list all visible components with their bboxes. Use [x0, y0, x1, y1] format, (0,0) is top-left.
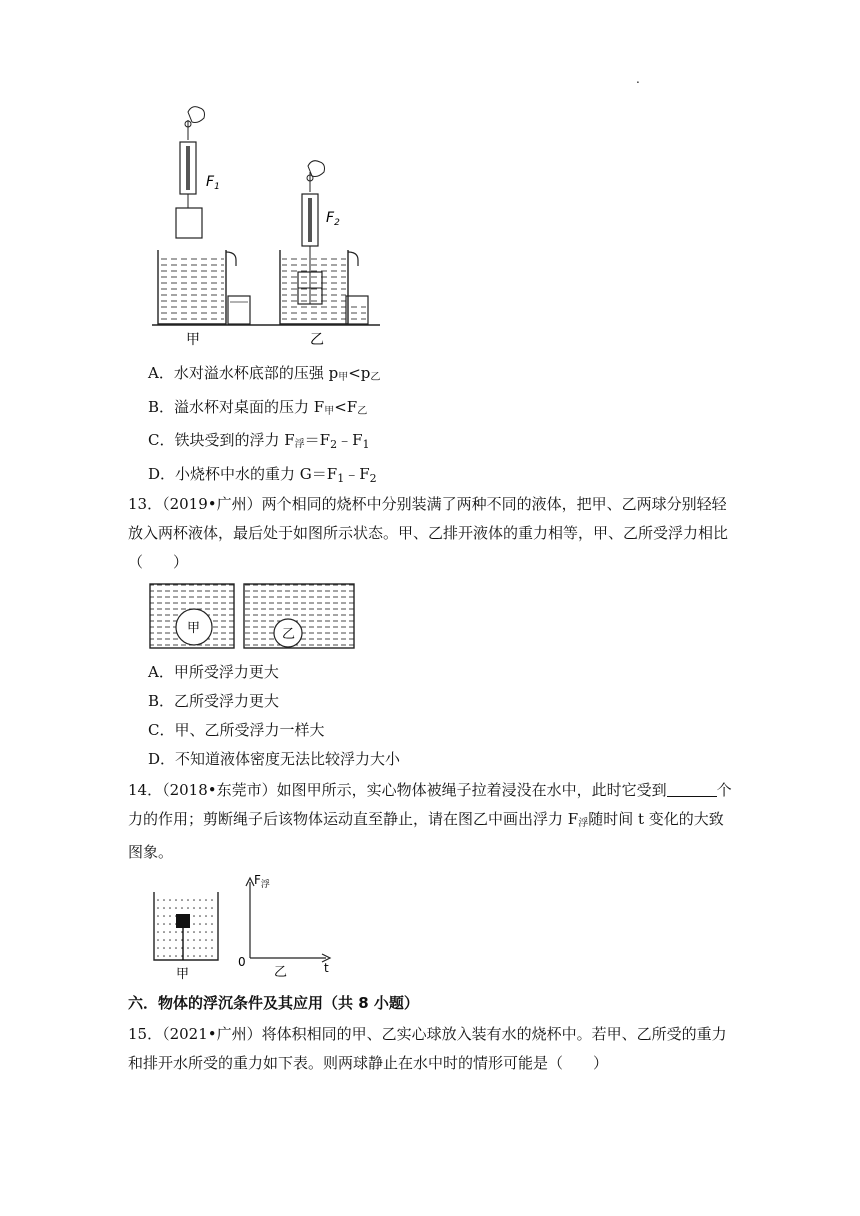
figure-q13	[148, 582, 358, 652]
q13-option-a: A．甲所受浮力更大	[148, 663, 279, 681]
svg-text:甲: 甲	[176, 967, 190, 982]
q13-option-b: B．乙所受浮力更大	[148, 692, 280, 710]
answer-blank[interactable]	[667, 782, 717, 797]
label-jia: 甲	[186, 332, 200, 348]
figure-q12	[150, 100, 390, 350]
q15-stem: 15．（2021•广州）将体积相同的甲、乙实心球放入装有水的烧杯中。若甲、乙所受的重力和排开水所受的重力如下表。则两球静止在水中时的情形可能是（ ）	[128, 1025, 727, 1072]
f2-label: $F_2$	[326, 210, 340, 228]
q12-option-d: D．小烧杯中水的重力 $G=F_1﹣F_2$	[148, 465, 377, 485]
figure-q14	[150, 872, 340, 982]
q12-option-b: B．溢水杯对桌面的压力 $F_甲<F_乙$	[148, 398, 368, 417]
svg-text:乙: 乙	[282, 627, 296, 642]
section-heading: 六．物体的浮沉条件及其应用（共 8 小题）	[128, 994, 419, 1012]
q14-stem: 14．（2018•东莞市）如图甲所示，实心物体被绳子拉着浸没在水中，此时它受到 个力的作用；剪断绳子后该物体运动直至静止，请在图乙中画出浮力 $F_浮$随时间 t 变化的大致图象。	[128, 781, 732, 861]
small-cup-left	[228, 296, 250, 324]
axis-y-label: $F_浮$	[254, 873, 270, 890]
q13-stem: 13．（2019•广州）两个相同的烧杯中分别装满了两种不同的液体，把甲、乙两球分别轻轻放入两杯液体，最后处于如图所示状态。甲、乙排开液体的重力相等，甲、乙所受浮力相比（ ）	[128, 495, 729, 571]
iron-block	[176, 208, 202, 238]
origin-label: 0	[238, 955, 246, 969]
q13-option-d: D．不知道液体密度无法比较浮力大小	[148, 750, 401, 768]
label-yi: 乙	[310, 332, 324, 348]
f1-label: $F_1$	[206, 174, 220, 192]
solid-object	[176, 914, 190, 928]
q12-option-c: C．铁块受到的浮力 $F_浮=F_2﹣F_1$	[148, 431, 370, 451]
svg-text:甲: 甲	[187, 621, 201, 636]
hand-left	[188, 107, 205, 123]
q13-option-c: C．甲、乙所受浮力一样大	[148, 721, 325, 739]
q12-option-a: A．水对溢水杯底部的压强 $p_甲<p_乙$	[148, 364, 381, 383]
axis-x-label: t	[324, 961, 329, 975]
svg-text:乙: 乙	[274, 965, 288, 980]
header-dot: .	[636, 72, 640, 86]
